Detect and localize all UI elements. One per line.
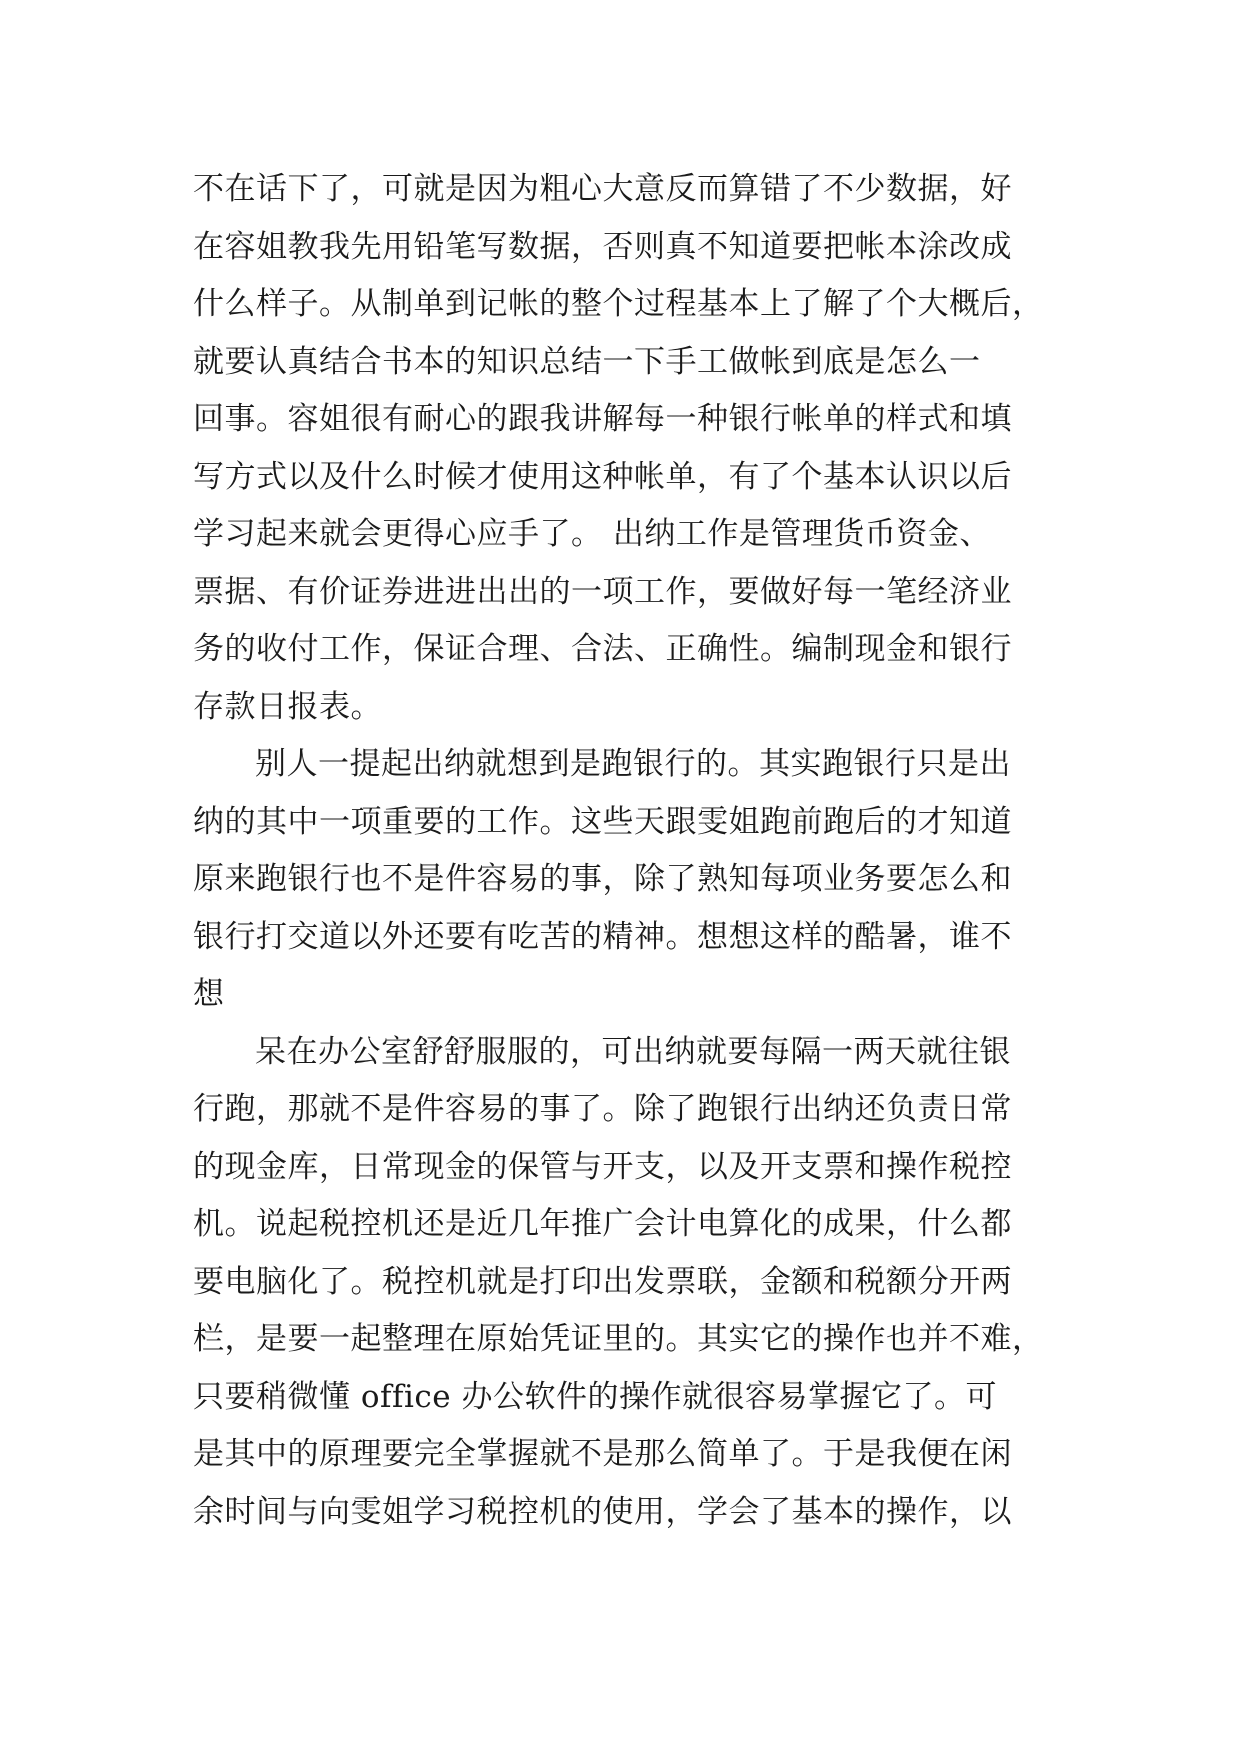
text-line: 的现金库，日常现金的保管与开支，以及开支票和操作税控 xyxy=(193,1148,1012,1185)
text-line: 票据、有价证券进进出出的一项工作，要做好每一笔经济业 xyxy=(193,573,1012,610)
text-line: 务的收付工作，保证合理、合法、正确性。编制现金和银行 xyxy=(193,631,1012,667)
text-line: 想 xyxy=(193,976,225,1012)
text-line: 回事。容姐很有耐心的跟我讲解每一种银行帐单的样式和填 xyxy=(193,401,1012,437)
text-line: 要电脑化了。税控机就是打印出发票联，金额和税额分开两 xyxy=(193,1263,1012,1300)
paragraph-start-line: 呆在办公室舒舒服服的，可出纳就要每隔一两天就往银 xyxy=(255,1033,1011,1070)
text-line: 不在话下了，可就是因为粗心大意反而算错了不少数据，好 xyxy=(193,171,1012,207)
text-line: 在容姐教我先用铅笔写数据，否则真不知道要把帐本涂改成 xyxy=(193,228,1012,265)
text-line: 行跑，那就不是件容易的事了。除了跑银行出纳还负责日常 xyxy=(193,1091,1012,1127)
document-body xyxy=(193,161,1073,1541)
text-line: 是其中的原理要完全掌握就不是那么简单了。于是我便在闲 xyxy=(193,1436,1012,1472)
paragraph-start-line: 别人一提起出纳就想到是跑银行的。其实跑银行只是出 xyxy=(255,746,1011,782)
text-line: 机。说起税控机还是近几年推广会计电算化的成果，什么都 xyxy=(193,1206,1012,1242)
text-line: 存款日报表。 xyxy=(193,688,382,725)
text-line: 就要认真结合书本的知识总结一下手工做帐到底是怎么一 xyxy=(193,343,981,380)
text-line: 写方式以及什么时候才使用这种帐单，有了个基本认识以后 xyxy=(193,458,1012,495)
text-line: 银行打交道以外还要有吃苦的精神。想想这样的酷暑，谁不 xyxy=(193,918,1012,955)
text-line: 原来跑银行也不是件容易的事，除了熟知每项业务要怎么和 xyxy=(193,861,1012,897)
text-line: 栏，是要一起整理在原始凭证里的。其实它的操作也并不难， xyxy=(193,1321,1044,1357)
text-line: 纳的其中一项重要的工作。这些天跟雯姐跑前跑后的才知道 xyxy=(193,803,1012,840)
text-line: 什么样子。从制单到记帐的整个过程基本上了解了个大概后， xyxy=(193,286,1044,322)
text-line: 余时间与向雯姐学习税控机的使用，学会了基本的操作，以 xyxy=(193,1493,1012,1530)
text-line: 只要稍微懂 office 办公软件的操作就很容易掌握它了。可 xyxy=(193,1378,997,1415)
text-line: 学习起来就会更得心应手了。 出纳工作是管理货币资金、 xyxy=(193,516,991,552)
